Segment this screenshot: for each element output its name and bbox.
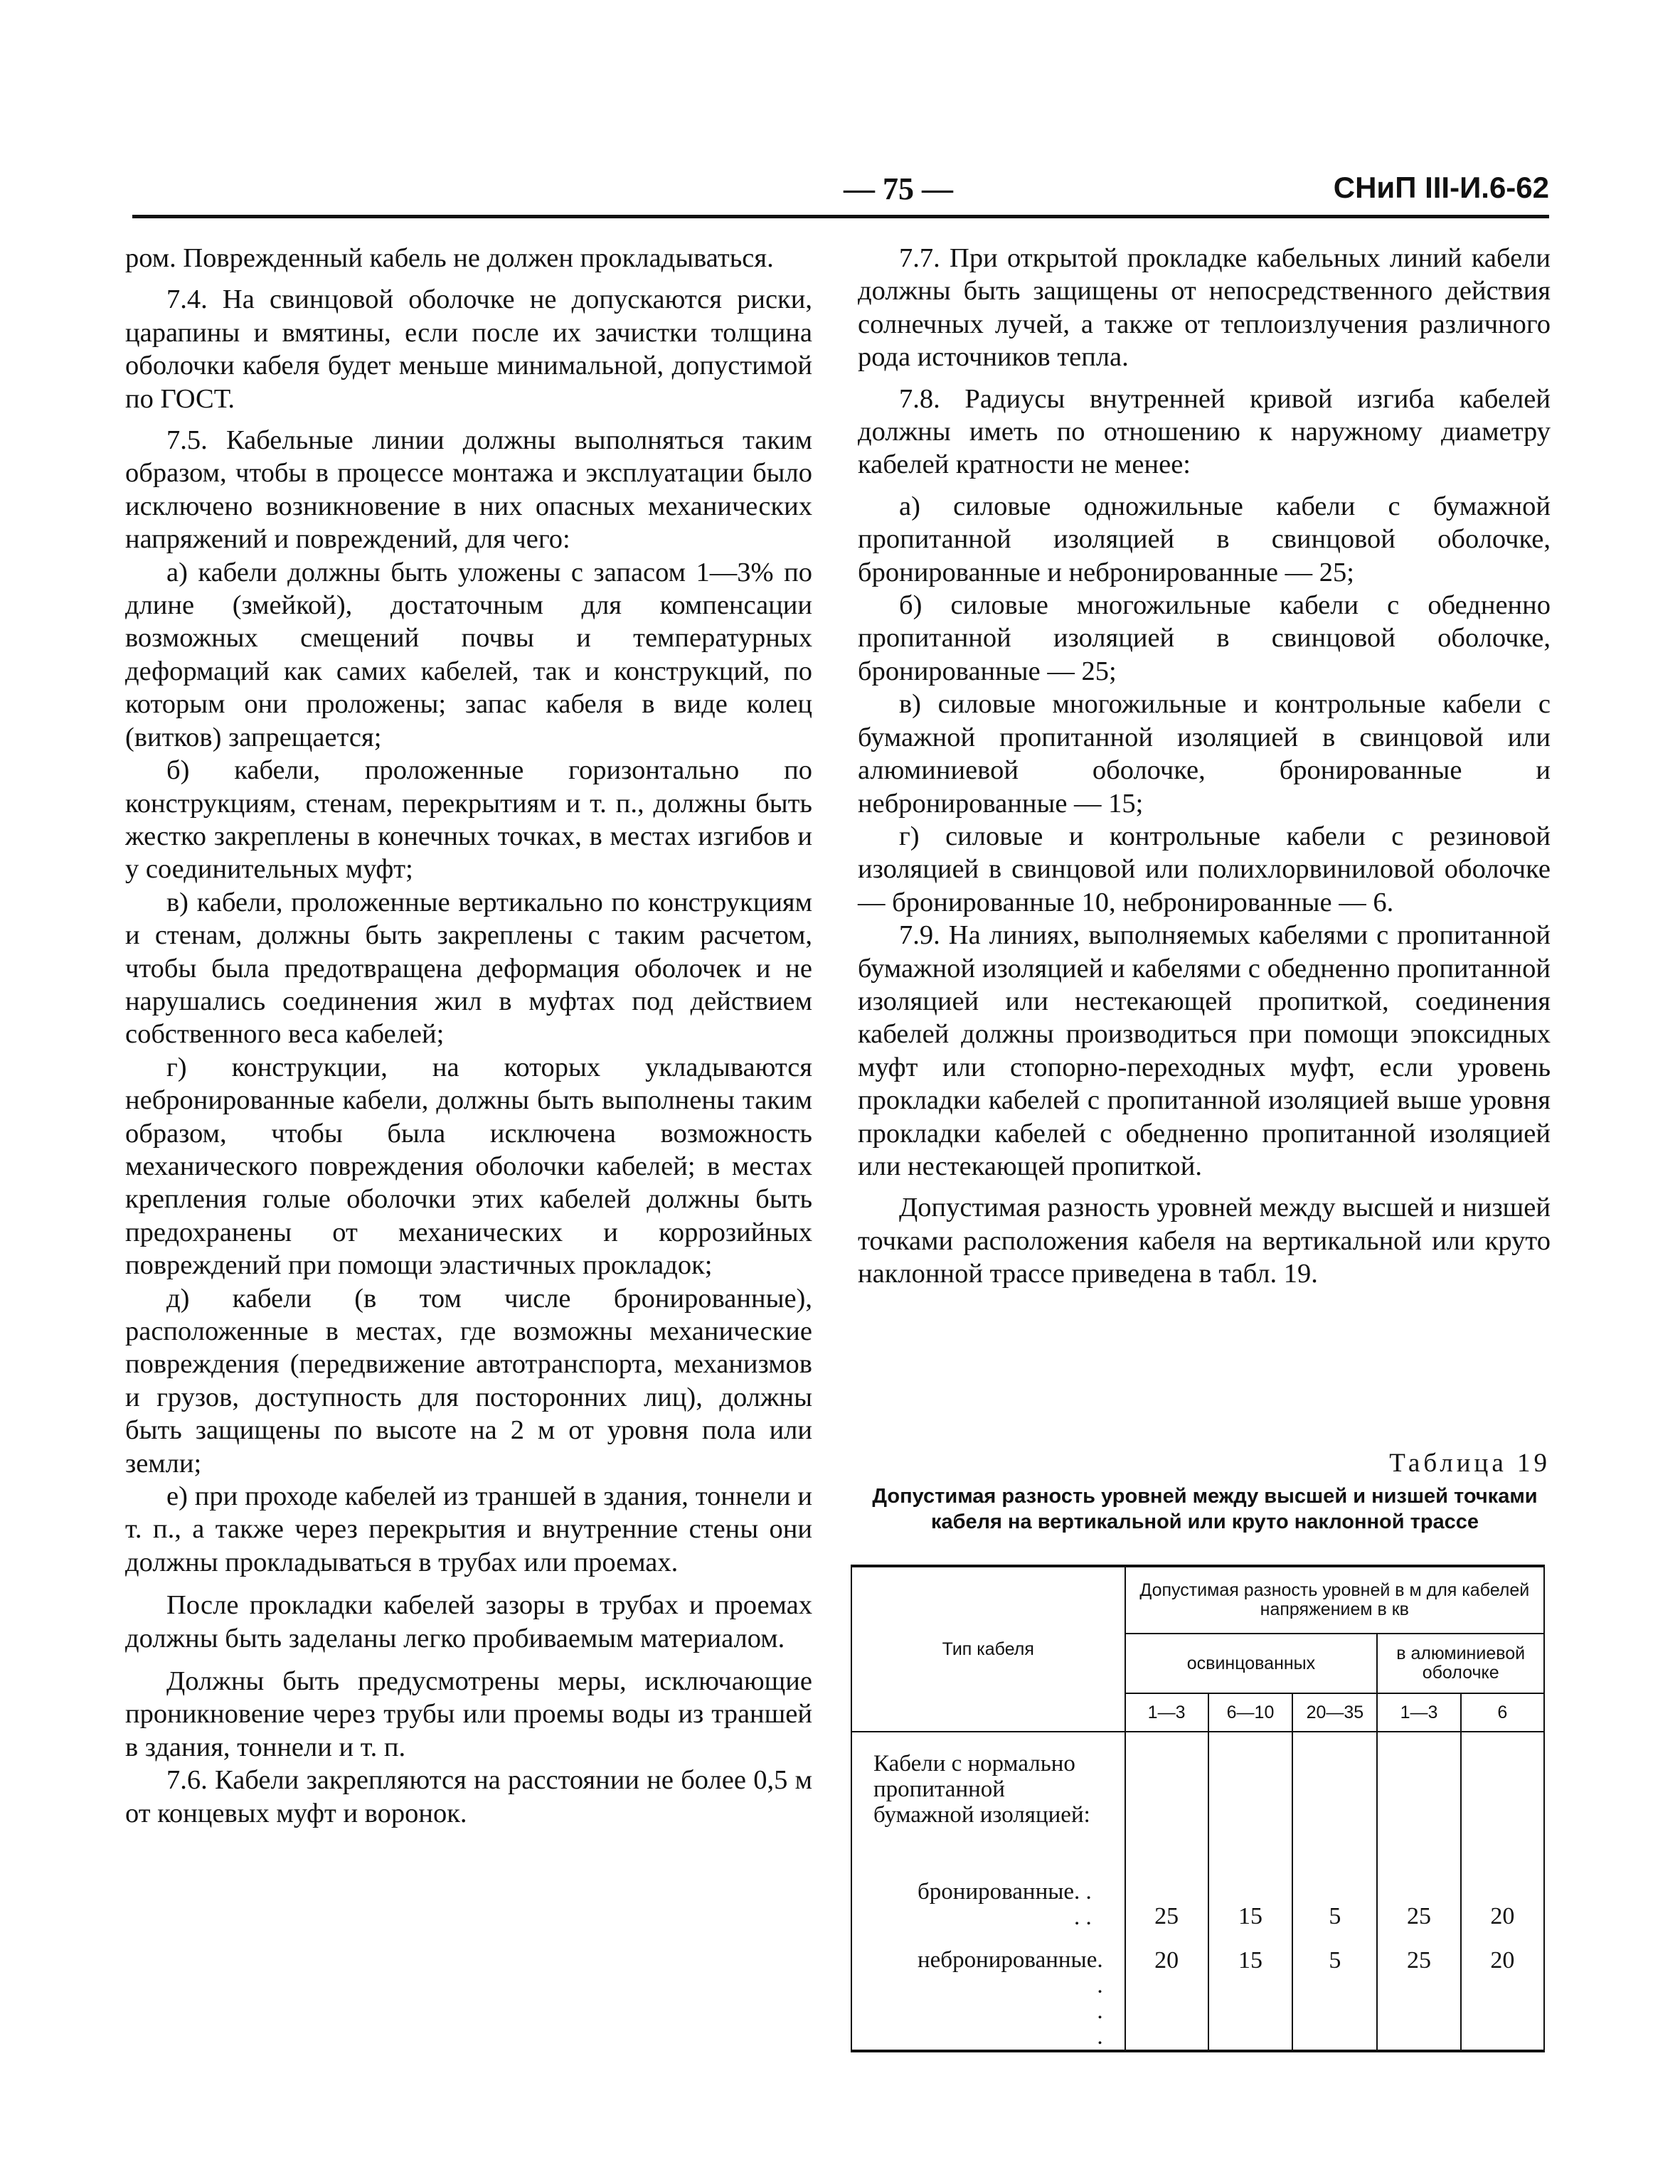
row-label: небронированные	[918, 1947, 1097, 1973]
page-number: — 75 —	[844, 171, 953, 206]
item-g: г) конструкции, на которых укладываются небронированные кабели, должны быть выполнены таким образом, чтобы была исключена возможность механического повреждения оболочки кабелей; в местах крепления голые оболочки этих кабелей должны быть предохранены от механических и коррозийных повреждений при помощи эластичных прокладок;	[125, 1052, 812, 1281]
column-header-lead: освинцованных	[1125, 1634, 1378, 1693]
clause-7-8: 7.8. Радиусы внутренней кривой изгиба кабелей должны иметь по отношению к наружному диаметру кабелей кратности не менее:	[858, 383, 1551, 480]
item-v: в) силовые многожильные и контрольные кабели с бумажной пропитанной изоляцией в свинцовой или алюминиевой оболочке, бронированные и небронированные — 15;	[858, 689, 1551, 819]
paragraph: ром. Поврежденный кабель не должен прокладываться.	[125, 243, 774, 273]
column-header-type: Тип кабеля	[851, 1566, 1125, 1732]
item-d: д) кабели (в том числе бронированные), расположенные в местах, где возможны механические повреждения (передвижение автотранспорта, механизмов и грузов, доступность для посторонних лиц), должны быть защищены по высоте на 2 м от уровня пола или земли;	[125, 1283, 812, 1479]
voltage-header: 1—3	[1377, 1693, 1460, 1732]
paragraph: После прокладки кабелей зазоры в трубах и проемах должны быть заделаны легко пробиваемым материалом.	[125, 1590, 812, 1653]
page-header	[132, 171, 1549, 215]
voltage-header: 20—35	[1292, 1693, 1377, 1732]
table-cell: 15	[1208, 1930, 1293, 2051]
item-g: г) силовые и контрольные кабели с резиновой изоляцией в свинцовой или полихлорвиниловой оболочке — бронированные 10, небронированные — 6.	[858, 821, 1551, 917]
clause-7-6: 7.6. Кабели закрепляются на расстоянии не более 0,5 м от концевых муфт и воронок.	[125, 1765, 812, 1828]
paragraph: Должны быть предусмотрены меры, исключающие проникновение через трубы или проемы воды из траншей в здания, тоннели и т. п.	[125, 1666, 812, 1762]
header-rule	[132, 215, 1549, 218]
table-caption: Таблица 19	[1389, 1449, 1551, 1478]
table-cell: 20	[1461, 1879, 1544, 1930]
table-cell: 25	[1125, 1879, 1208, 1930]
paragraph: Допустимая разность уровней между высшей и низшей точками расположения кабеля на вертикальной или круто наклонной трассе приведена в табл. 19.	[858, 1193, 1551, 1289]
item-e: е) при проходе кабелей из траншей в здания, тоннели и т. п., а также через перекрытия и внутренние стены они должны прокладываться в трубах или проемах.	[125, 1481, 812, 1577]
row-label: бронированные	[918, 1879, 1075, 1905]
item-b: б) кабели, проложенные горизонтально по конструкциям, стенам, перекрытиям и т. п., должны быть жестко закреплены в конечных точках, в местах изгибов и у соединительных муфт;	[125, 755, 812, 885]
clause-7-7: 7.7. При открытой прокладке кабельных линий кабели должны быть защищены от непосредственного действия солнечных лучей, а также от теплоизлучения различного рода источников тепла.	[858, 243, 1551, 373]
document-code: СНиП III-И.6-62	[1333, 171, 1549, 204]
group-label: Кабели с нормально пропитанной бумажной изоляцией:	[873, 1751, 1090, 1828]
table-cell: 25	[1377, 1930, 1460, 2051]
leader-dots: . . . .	[1074, 1879, 1092, 1930]
item-b: б) силовые многожильные кабели с обедненно пропитанной изоляцией в свинцовой оболочке, бронированные — 25;	[858, 590, 1551, 686]
table-title: Допустимая разность уровней между высшей и низшей точками кабеля на вертикальной или круто наклонной трассе	[872, 1485, 1538, 1533]
voltage-header: 6	[1461, 1693, 1544, 1732]
item-v: в) кабели, проложенные вертикально по конструкциям и стенам, должны быть закреплены с таким расчетом, чтобы была предотвращена деформация оболочек и не нарушались соединения жил в муфтах под действием собственного веса кабелей;	[125, 887, 812, 1050]
voltage-header: 6—10	[1208, 1693, 1293, 1732]
table-19	[851, 1565, 1545, 2052]
leader-dots: . . . .	[1097, 1947, 1103, 2050]
column-header-aluminium: в алюминиевой оболочке	[1377, 1634, 1544, 1693]
table-cell: 20	[1461, 1930, 1544, 2051]
group-label-cell	[851, 1732, 1125, 1879]
left-column	[125, 242, 812, 1830]
table-cell: 20	[1125, 1930, 1208, 2051]
voltage-header: 1—3	[1125, 1693, 1208, 1732]
right-column	[858, 242, 1551, 1291]
table-row	[851, 1879, 1544, 1930]
table-cell: 25	[1377, 1879, 1460, 1930]
column-header-group: Допустимая разность уровней в м для кабелей напряжением в кв	[1125, 1566, 1544, 1634]
table-cell: 5	[1292, 1930, 1377, 2051]
clause-7-5: 7.5. Кабельные линии должны выполняться таким образом, чтобы в процессе монтажа и эксплуатации было исключено возникновение в них опасных механических напряжений и повреждений, для чего:	[125, 425, 812, 555]
item-a: а) кабели должны быть уложены с запасом 1—3% по длине (змейкой), достаточным для компенсации возможных смещений почвы и температурных деформаций как самих кабелей, так и конструкций, по которым они проложены; запас кабеля в виде колец (витков) запрещается;	[125, 557, 812, 752]
clause-7-9: 7.9. На линиях, выполняемых кабелями с пропитанной бумажной изоляцией и кабелями с обедненно пропитанной изоляцией или нестекающей пропиткой, соединения кабелей должны производиться при помощи эпоксидных муфт или стопорно-переходных муфт, если уровень прокладки кабелей с пропитанной изоляцией выше уровня прокладки кабелей с обедненно пропитанной изоляцией или нестекающей пропиткой.	[858, 920, 1551, 1181]
clause-7-4: 7.4. На свинцовой оболочке не допускаются риски, царапины и вмятины, если после их зачистки толщина оболочки кабеля будет меньше минимальной, допустимой по ГОСТ.	[125, 284, 812, 414]
table-cell: 5	[1292, 1879, 1377, 1930]
table-row	[851, 1930, 1544, 2051]
table-cell: 15	[1208, 1879, 1293, 1930]
item-a: а) силовые одножильные кабели с бумажной пропитанной изоляцией в свинцовой оболочке, бронированные и небронированные — 25;	[858, 491, 1551, 587]
